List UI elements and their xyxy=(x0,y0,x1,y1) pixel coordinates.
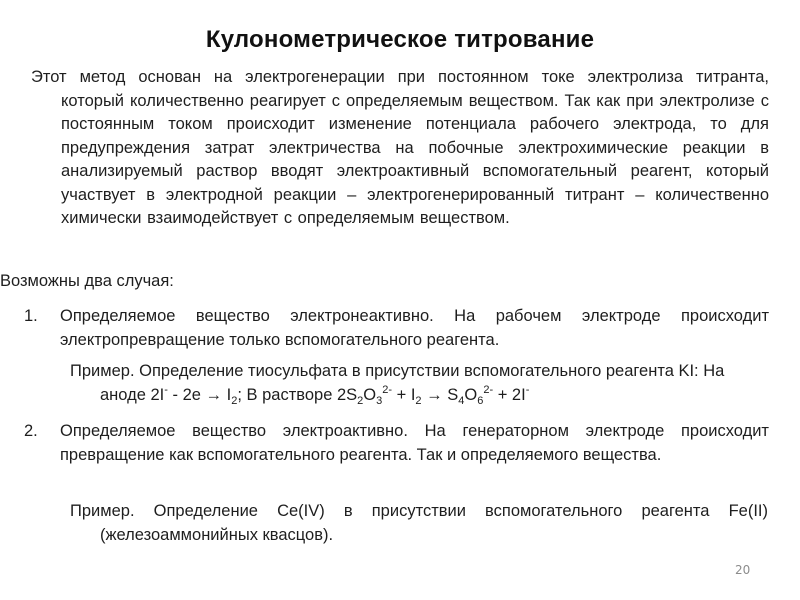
slide-title: Кулонометрическое титрование xyxy=(205,26,595,53)
example-1-text: Пример. Определение тиосульфата в присутствии вспомогательного реагента KI: На аноде xyxy=(70,362,725,404)
case-item-2 xyxy=(24,420,769,467)
cases-heading: Возможны два случая: xyxy=(0,272,174,290)
case-text-1: Определяемое вещество электронеактивно. На рабочем электроде происходит электропревращение только вспомогательного реагента. xyxy=(60,307,769,349)
case-number-2: 2. xyxy=(24,422,38,440)
intro-paragraph: Этот метод основан на электрогенерации при постоянном токе электролиза титранта, который количественно реагирует с определяемым веществом. Так как при электролизе с постоянным током происходит изменение потенциала рабочего электрода, то для предупреждения затрат электричества на побочные электрохимические реакции в анализируемый раствор вводят электроактивный вспомогательный реагент, который участвует в электродной реакции – электрогенерированный титрант – количественно химически взаимодействует с определяемым веществом. xyxy=(31,68,769,227)
case-example-1 xyxy=(70,360,768,407)
case-text-2: Определяемое вещество электроактивно. На генераторном электроде происходит превращение как вспомогательного реагента. Так и определяемого вещества. xyxy=(60,422,769,464)
case-number-1: 1. xyxy=(24,307,38,325)
anode-formula: $2I^- - 2e \to I_2$; В растворе xyxy=(150,383,337,407)
case-example-2: Пример. Определение Ce(IV) в присутствии вспомогательного реагента Fe(II) (железоаммонийных квасцов). xyxy=(70,502,768,544)
solution-formula: $2S_2O_3^{2-} + I_2 \to S_4O_6^{2-} + 2I^-$ xyxy=(336,383,530,407)
page-number: 20 xyxy=(735,563,751,577)
case-item-1 xyxy=(24,305,769,352)
